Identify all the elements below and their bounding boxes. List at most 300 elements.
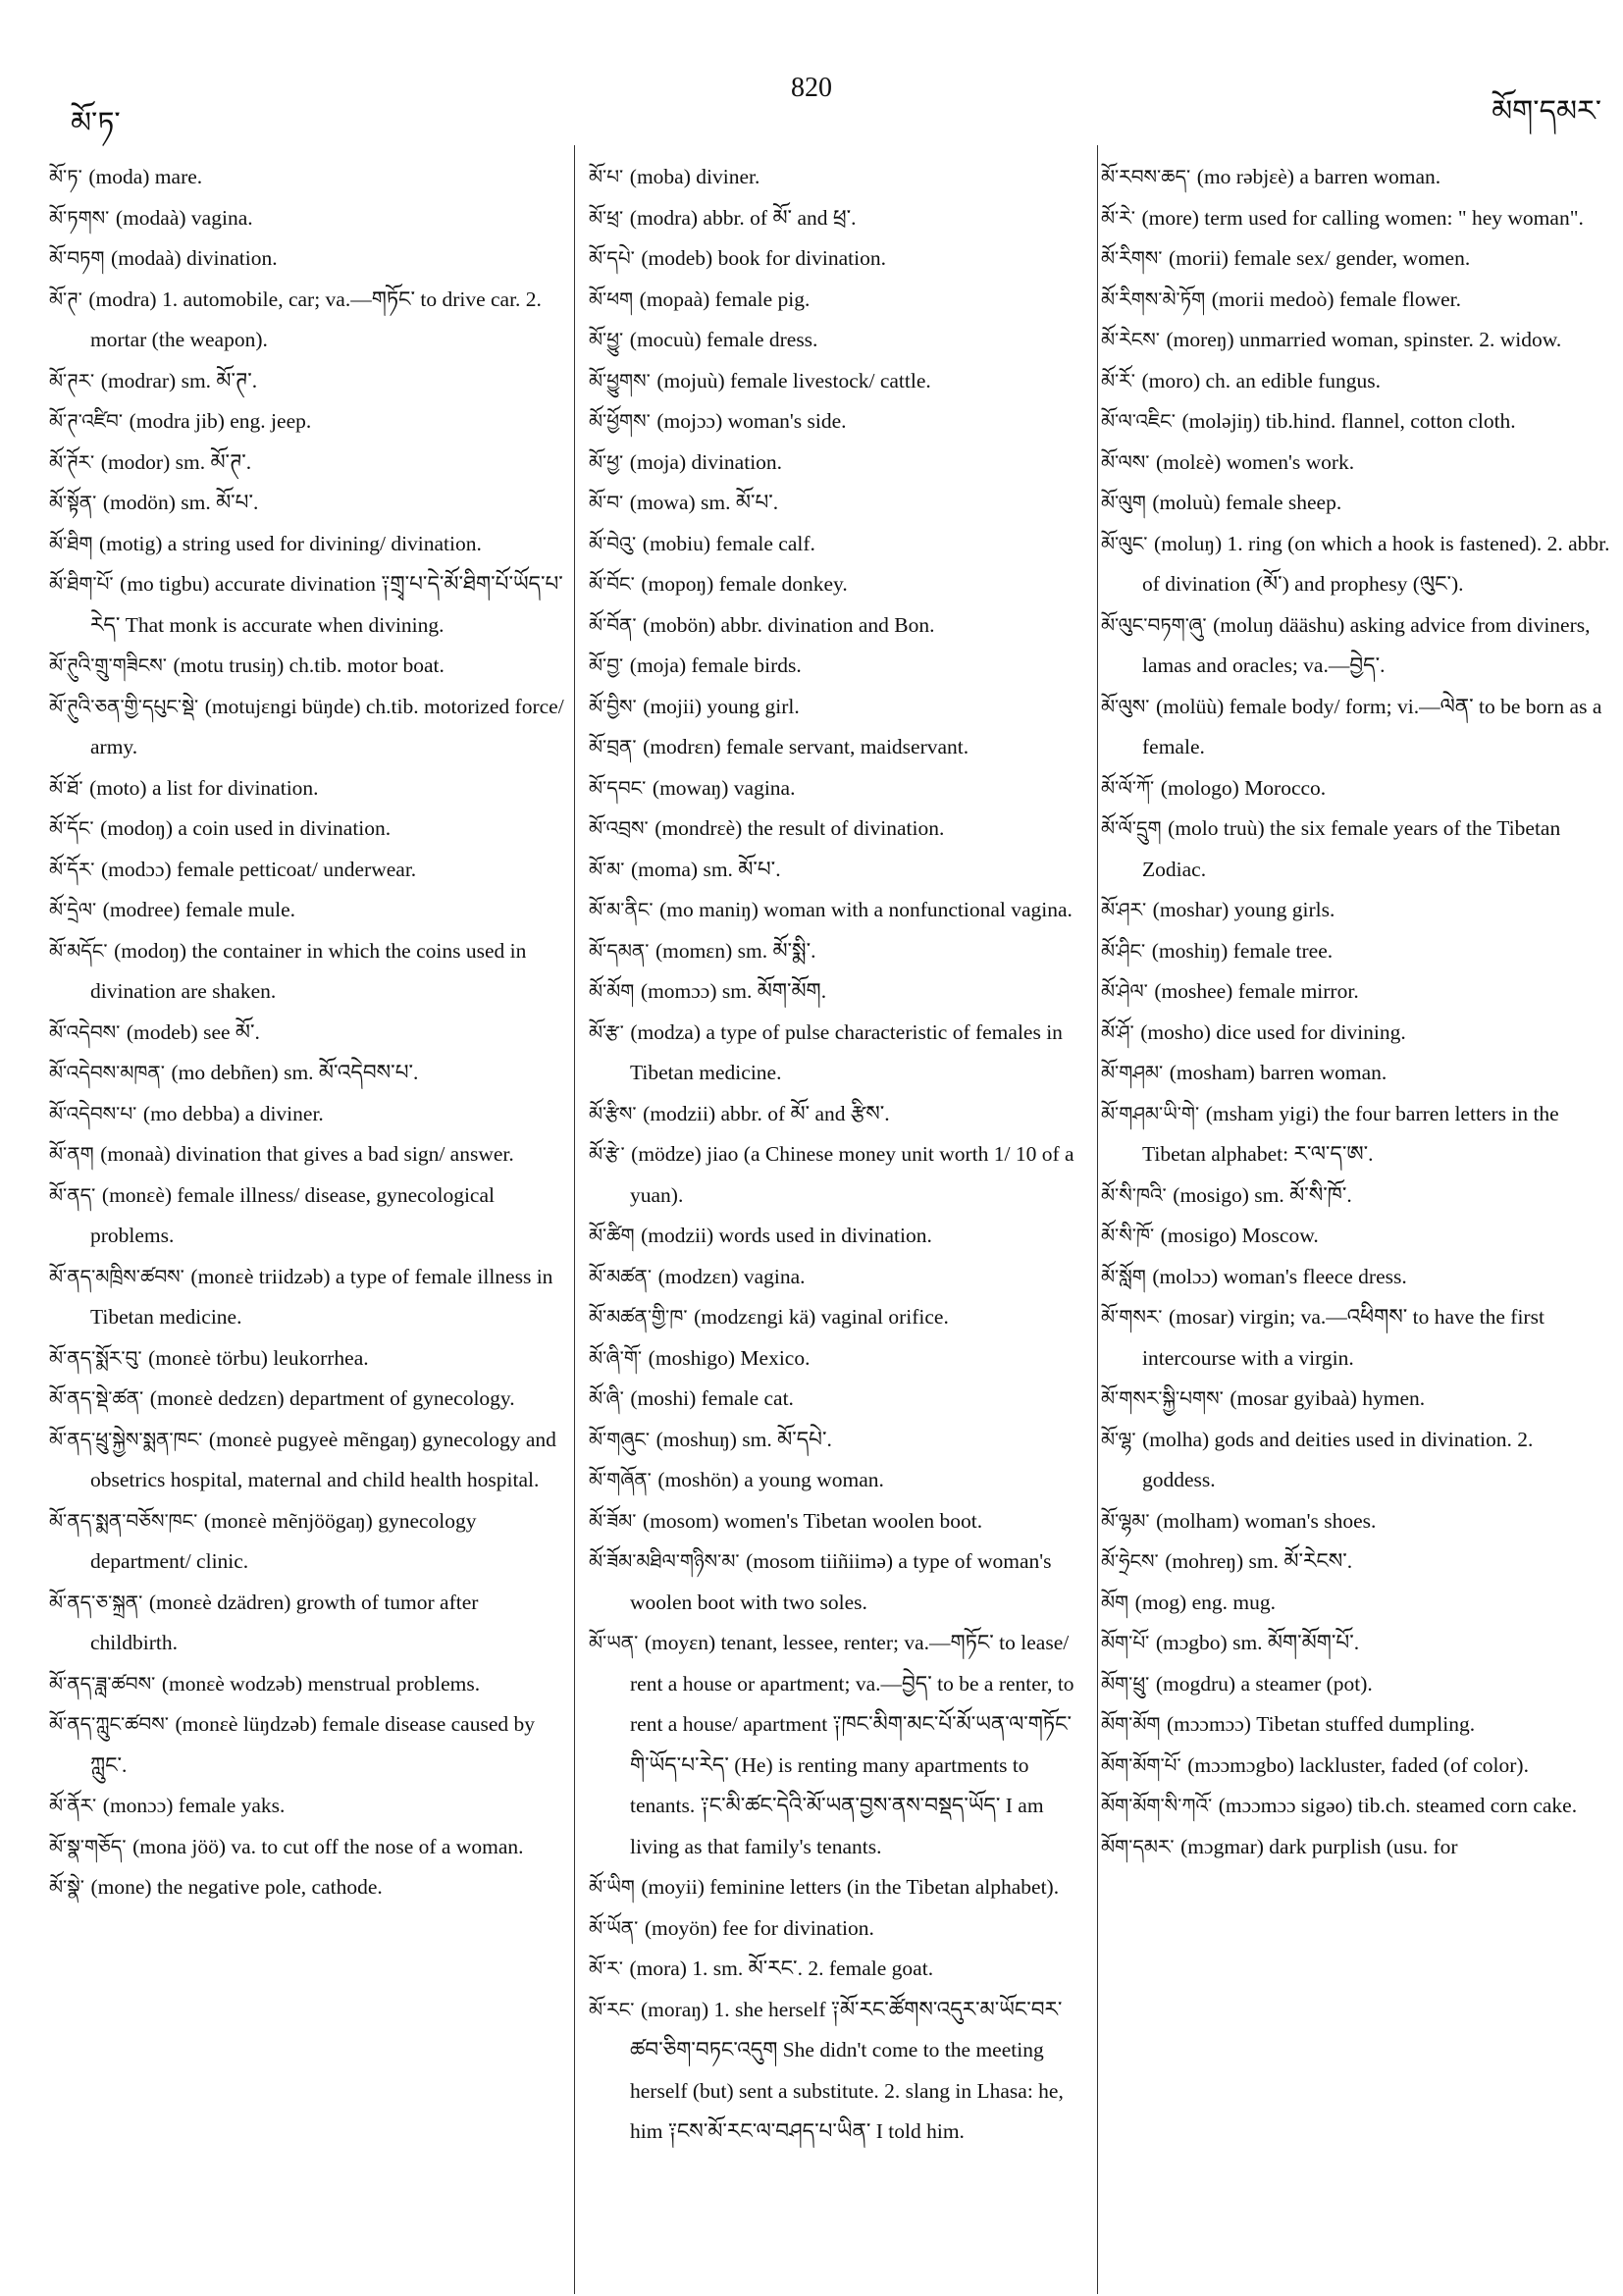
headword-tibetan: མོ་ཞི་ xyxy=(589,1386,624,1410)
definition-text: (mopaà) female pig. xyxy=(639,287,811,311)
headword-tibetan: མོ་སྣེ་ xyxy=(49,1875,84,1899)
definition-text: (moro) ch. an edible fungus. xyxy=(1141,368,1382,392)
dictionary-entry xyxy=(589,443,1077,484)
dictionary-entry xyxy=(589,1541,1077,1623)
definition-text: (moreŋ) unmarried woman, spinster. 2. widow. xyxy=(1166,328,1562,351)
headword-tibetan: མོ་གསར་སྐྱི་པགས་ xyxy=(1101,1386,1224,1410)
headword-tibetan: མོ་ཏ་ xyxy=(49,165,82,188)
dictionary-entry xyxy=(1101,768,1611,809)
page-number: 820 xyxy=(791,73,832,103)
headword-tibetan: མོ་ཡོན་ xyxy=(589,1915,639,1940)
definition-text: (mog) eng. mug. xyxy=(1134,1590,1276,1614)
definition-text: (mojii) young girl. xyxy=(643,694,800,718)
definition-text: (monɛè dzädren) growth of tumor after childbirth. xyxy=(90,1590,479,1654)
definition-text: (moyii) feminine letters (in the Tibetan alphabet). xyxy=(641,1875,1060,1899)
dictionary-entry xyxy=(1101,1664,1611,1705)
definition-text: (more) term used for calling women: " hey woman". xyxy=(1141,205,1584,230)
headword-tibetan: མོ་ལ་འཇིང་ xyxy=(1101,409,1176,433)
dictionary-entry xyxy=(1101,443,1611,484)
headword-tibetan: མོ་ཊུའི་གྲུ་གཟིངས་ xyxy=(49,653,167,677)
headword-tibetan: མོ་གཤམ་ xyxy=(1101,1061,1164,1084)
definition-text: (msham yigi) the four barren letters in the Tibetan alphabet: ར་ལ་ད་ཨ་. xyxy=(1142,1101,1559,1166)
headword-tibetan: མོ་མཚན་གྱི་ཁ་ xyxy=(589,1305,688,1329)
headword-tibetan: མོ་རྩེ་ xyxy=(589,1142,625,1166)
headword-tibetan: མོ་འདེབས་པ་ xyxy=(49,1101,137,1125)
headword-tibetan: མོ་ལུས་ xyxy=(1101,694,1150,718)
definition-text: (modaà) vagina. xyxy=(115,205,253,230)
definition-text: (motujɛngi büŋde) ch.tib. motorized force/ army. xyxy=(90,694,564,758)
definition-text: (mosigo) sm. མོ་སི་ཁོ་. xyxy=(1173,1182,1352,1207)
dictionary-entry xyxy=(49,564,569,646)
dictionary-entry xyxy=(1101,524,1611,605)
dictionary-entry xyxy=(1101,687,1611,768)
definition-text: (modoŋ) the container in which the coins used in divination are shaken. xyxy=(90,938,527,1003)
guide-word-left: མོ་ཏ་ xyxy=(71,106,121,140)
headword-tibetan: མོ་དྲེལ་ xyxy=(49,898,97,921)
column-divider xyxy=(574,145,575,2294)
headword-tibetan: མོ་ཕག xyxy=(589,287,634,311)
headword-tibetan: མོ་ཤོ་ xyxy=(1101,1019,1134,1044)
headword-tibetan: མོ་འདེབས་མཁན་ xyxy=(49,1061,165,1084)
headword-tibetan: མོ་ལུང་བཏག་ཞུ་ xyxy=(1101,612,1207,637)
definition-text: (modzɛn) vagina. xyxy=(657,1264,806,1288)
headword-tibetan: མོ་རོ་ xyxy=(1101,368,1135,392)
headword-tibetan: མོ་སི་ཁོ་ xyxy=(1101,1224,1155,1247)
dictionary-column-1 xyxy=(49,157,569,1908)
headword-tibetan: མོ་ཊུའི་ཅན་གྱི་དཔུང་སྡེ་ xyxy=(49,694,199,718)
dictionary-entry xyxy=(1101,238,1611,280)
headword-tibetan: མོ་ཤེལ་ xyxy=(1101,979,1148,1003)
definition-text: (modor) sm. མོ་ཊ་. xyxy=(100,449,252,474)
dictionary-entry xyxy=(1101,280,1611,321)
headword-tibetan: མོག་མོག་སི་ཀའོ་ xyxy=(1101,1794,1213,1817)
dictionary-entry xyxy=(49,524,569,565)
headword-tibetan: མོ་ཞི་གོ་ xyxy=(589,1345,643,1370)
definition-text: (mosigo) Moscow. xyxy=(1160,1224,1319,1247)
headword-tibetan: མོག་ཕྲུ་ xyxy=(1101,1671,1150,1696)
headword-tibetan: མོ་མོག xyxy=(589,979,635,1003)
definition-text: (modoŋ) a coin used in divination. xyxy=(100,816,392,840)
dictionary-entry xyxy=(589,1134,1077,1216)
headword-tibetan: མོ་རེ་ xyxy=(1101,205,1135,230)
definition-text: (moshi) female cat. xyxy=(630,1386,794,1410)
dictionary-entry xyxy=(589,198,1077,239)
dictionary-entry xyxy=(589,890,1077,931)
dictionary-entry xyxy=(49,931,569,1013)
definition-text: (moraŋ) 1. she herself ༑མོ་རང་ཚོགས་འདུར་མ་ཡོང་བར་ཚབ་ཅིག་བཏང་འདུག She didn't come to the meeting herself (but) sent a substitute. 2. slang in Lhasa: he, him ༑ངས་མོ་རང་ལ་བཤད་པ་ཡིན་ I told him. xyxy=(630,1997,1064,2143)
dictionary-entry xyxy=(589,971,1077,1013)
headword-tibetan: མོ་ནད་ཅ་སྐྲན་ xyxy=(49,1590,143,1614)
dictionary-entry xyxy=(589,850,1077,891)
definition-text: (molha) gods and deities used in divination. 2. goddess. xyxy=(1142,1427,1534,1491)
dictionary-entry xyxy=(589,1990,1077,2153)
definition-text: (moyön) fee for divination. xyxy=(644,1915,874,1940)
dictionary-entry xyxy=(49,1827,569,1868)
dictionary-entry xyxy=(589,564,1077,605)
dictionary-entry xyxy=(1101,401,1611,443)
definition-text: (morii) female sex/ gender, women. xyxy=(1169,246,1471,270)
definition-text: (moshön) a young woman. xyxy=(657,1468,884,1491)
definition-text: (modzii) words used in divination. xyxy=(641,1224,932,1247)
headword-tibetan: མོ་བེའུ་ xyxy=(589,531,637,555)
definition-text: (modra) 1. automobile, car; va.—གཏོང་ to drive car. 2. mortar (the weapon). xyxy=(88,287,542,351)
dictionary-entry xyxy=(589,1460,1077,1501)
definition-text: (mɔɔmɔɔ sigəo) tib.ch. steamed corn cake. xyxy=(1218,1794,1578,1817)
definition-text: (mosom tiiñiimə) a type of woman's woolen boot with two soles. xyxy=(630,1549,1052,1614)
definition-text: (modra) abbr. of མོ་ and ཕྲ་. xyxy=(629,205,857,230)
headword-tibetan: མོག་པོ་ xyxy=(1101,1631,1150,1654)
headword-tibetan: མོ་འབྲས་ xyxy=(589,816,649,840)
definition-text: (mowaŋ) vagina. xyxy=(652,775,796,800)
definition-text: (modeb) book for divination. xyxy=(641,246,886,270)
dictionary-entry xyxy=(589,809,1077,850)
dictionary-entry xyxy=(589,524,1077,565)
headword-tibetan: མོག་དམར་ xyxy=(1101,1834,1175,1858)
dictionary-entry xyxy=(49,646,569,687)
headword-tibetan: མོ་ལྷམ་ xyxy=(1101,1508,1150,1533)
definition-text: (modeb) see མོ་. xyxy=(126,1019,260,1044)
headword-tibetan: མོ་ཐོ་ xyxy=(49,775,83,800)
dictionary-entry xyxy=(589,1867,1077,1908)
dictionary-entry xyxy=(1101,1420,1611,1501)
headword-tibetan: མོ་བྲན་ xyxy=(589,735,637,758)
definition-text: (mɔɔmɔgbo) lackluster, faded (of color). xyxy=(1187,1752,1529,1777)
headword-tibetan: མོ་གཤམ་ཡི་གེ་ xyxy=(1101,1101,1200,1125)
definition-text: (molüù) female body/ form; vi.—ལེན་ to be born as a female. xyxy=(1142,694,1602,758)
definition-text: (moshigo) Mexico. xyxy=(648,1345,811,1370)
dictionary-entry xyxy=(1101,361,1611,402)
dictionary-entry xyxy=(49,890,569,931)
dictionary-entry xyxy=(589,1094,1077,1135)
definition-text: (moluù) female sheep. xyxy=(1152,491,1342,514)
dictionary-entry xyxy=(49,850,569,891)
definition-text: (morii medoò) female flower. xyxy=(1211,287,1462,311)
headword-tibetan: མོ་ཐིག xyxy=(49,531,93,555)
dictionary-entry xyxy=(49,1338,569,1380)
dictionary-entry xyxy=(589,280,1077,321)
headword-tibetan: མོ་བཏག xyxy=(49,246,105,270)
definition-text: (monɛè wodzəb) menstrual problems. xyxy=(161,1671,481,1696)
headword-tibetan: མོ་ཟོམ་ xyxy=(589,1508,637,1533)
definition-text: (mohreŋ) sm. མོ་རེངས་. xyxy=(1165,1549,1353,1573)
dictionary-entry xyxy=(589,768,1077,809)
headword-tibetan: མོ་དཔེ་ xyxy=(589,246,635,270)
headword-tibetan: མོ་ནད་སྨན་བཅོས་ཁང་ xyxy=(49,1508,198,1533)
dictionary-entry xyxy=(49,1134,569,1175)
dictionary-entry xyxy=(49,483,569,524)
definition-text: (monɛè lüŋdzəb) female disease caused by ཀླུང་. xyxy=(90,1712,535,1777)
definition-text: (mopoŋ) female donkey. xyxy=(641,572,848,596)
dictionary-entry xyxy=(1101,157,1611,198)
dictionary-entry xyxy=(589,1216,1077,1257)
dictionary-entry xyxy=(1101,605,1611,687)
dictionary-column-3 xyxy=(1101,157,1611,1867)
headword-tibetan: མོ་ཊ་འཛིབ་ xyxy=(49,409,124,433)
dictionary-entry xyxy=(1101,1827,1611,1868)
definition-text: (mocuù) female dress. xyxy=(629,328,818,351)
dictionary-entry xyxy=(1101,1379,1611,1420)
headword-tibetan: མོ་བོང་ xyxy=(589,572,635,596)
headword-tibetan: མོ་རེངས་ xyxy=(1101,328,1160,351)
dictionary-entry xyxy=(1101,809,1611,890)
dictionary-entry xyxy=(49,361,569,402)
definition-text: (mo debñen) sm. མོ་འདེབས་པ་. xyxy=(171,1061,419,1084)
definition-text: (mosham) barren woman. xyxy=(1169,1061,1387,1084)
dictionary-entry xyxy=(49,1867,569,1908)
dictionary-entry xyxy=(1101,931,1611,972)
dictionary-entry xyxy=(589,1013,1077,1094)
definition-text: (modrar) sm. མོ་ཊ་. xyxy=(100,368,258,392)
headword-tibetan: མོ་བོན་ xyxy=(589,612,637,637)
dictionary-entry xyxy=(1101,1053,1611,1094)
dictionary-entry xyxy=(589,605,1077,647)
dictionary-entry xyxy=(589,687,1077,728)
headword-tibetan: མོ་དབང་ xyxy=(589,775,647,800)
definition-text: (motig) a string used for divining/ divination. xyxy=(98,531,482,555)
dictionary-entry xyxy=(1101,198,1611,239)
definition-text: (mogdru) a steamer (pot). xyxy=(1155,1671,1373,1696)
headword-tibetan: མོ་མ་ xyxy=(589,857,625,881)
dictionary-entry xyxy=(589,1949,1077,1990)
definition-text: (mɔgbo) sm. མོག་མོག་པོ་. xyxy=(1155,1631,1360,1654)
dictionary-entry xyxy=(1101,1013,1611,1054)
definition-text: (momɛn) sm. མོ་སྨི་. xyxy=(654,938,816,963)
headword-tibetan: མོ་བ་ xyxy=(589,491,624,514)
headword-tibetan: མོ་ཊོར་ xyxy=(49,449,95,474)
dictionary-entry xyxy=(49,1664,569,1705)
definition-text: (moja) divination. xyxy=(629,449,783,474)
headword-tibetan: མོ་འདེབས་ xyxy=(49,1019,121,1044)
dictionary-entry xyxy=(589,1908,1077,1950)
definition-text: (momɔɔ) sm. མོག་མོག. xyxy=(640,979,827,1003)
dictionary-entry xyxy=(49,1501,569,1583)
dictionary-entry xyxy=(589,1623,1077,1867)
definition-text: (modzɛngi kä) vaginal orifice. xyxy=(694,1305,949,1329)
headword-tibetan: མོ་སི་ཁའི་ xyxy=(1101,1182,1167,1207)
definition-text: (moləjiŋ) tib.hind. flannel, cotton cloth. xyxy=(1181,409,1516,433)
dictionary-entry xyxy=(589,1297,1077,1338)
headword-tibetan: མོ་ནད་ཕྲུ་སྐྱེས་སྨན་ཁང་ xyxy=(49,1427,203,1451)
definition-text: (moda) mare. xyxy=(88,165,203,188)
headword-tibetan: མོ་ཚིག xyxy=(589,1224,635,1247)
dictionary-entry xyxy=(1101,483,1611,524)
dictionary-entry xyxy=(589,320,1077,361)
headword-tibetan: མོ་ལས་ xyxy=(1101,449,1150,474)
dictionary-entry xyxy=(589,157,1077,198)
dictionary-entry xyxy=(49,157,569,198)
dictionary-entry xyxy=(589,401,1077,443)
definition-text: (mone) the negative pole, cathode. xyxy=(90,1875,383,1899)
headword-tibetan: མོ་དམན་ xyxy=(589,938,650,963)
headword-tibetan: མོ་ཕྱ་ xyxy=(589,449,624,474)
headword-tibetan: མོ་གསར་ xyxy=(1101,1305,1163,1329)
headword-tibetan: མོ་མ་ནིང་ xyxy=(589,898,654,921)
dictionary-entry xyxy=(1101,1297,1611,1379)
dictionary-entry xyxy=(1101,1094,1611,1175)
headword-tibetan: མོ་ཏགས་ xyxy=(49,205,110,230)
headword-tibetan: མོ་མཚན་ xyxy=(589,1264,653,1288)
dictionary-entry xyxy=(49,1053,569,1094)
headword-tibetan: མོ་རིགས་ xyxy=(1101,246,1163,270)
headword-tibetan: མོ་ནད་ xyxy=(49,1182,96,1207)
headword-tibetan: མོ་རིགས་མེ་ཏོག xyxy=(1101,287,1206,311)
dictionary-entry xyxy=(589,483,1077,524)
definition-text: (modra jib) eng. jeep. xyxy=(129,409,312,433)
dictionary-entry xyxy=(49,1175,569,1257)
headword-tibetan: མོ་ནད་ཀླུང་ཚབས་ xyxy=(49,1712,169,1736)
dictionary-entry xyxy=(1101,1623,1611,1664)
definition-text: (monaà) divination that gives a bad sign/ answer. xyxy=(100,1142,514,1166)
dictionary-entry xyxy=(49,198,569,239)
definition-text: (monɛè triidzəb) a type of female illness in Tibetan medicine. xyxy=(90,1264,553,1329)
headword-tibetan: མོ་ནད་སྡེ་ཚན་ xyxy=(49,1386,144,1410)
definition-text: (molɔɔ) woman's fleece dress. xyxy=(1152,1264,1407,1288)
headword-tibetan: མོ་ཟོམ་མཐིལ་གཉིས་མ་ xyxy=(589,1549,740,1573)
definition-text: (mödze) jiao (a Chinese money unit worth 1/ 10 of a yuan). xyxy=(630,1142,1074,1207)
headword-tibetan: མོ་གཞུང་ xyxy=(589,1427,651,1451)
headword-tibetan: མོ་ཤིང་ xyxy=(1101,938,1146,963)
definition-text: (motu trusiŋ) ch.tib. motor boat. xyxy=(173,653,445,677)
headword-tibetan: མོ་ནག xyxy=(49,1142,94,1166)
dictionary-entry xyxy=(1101,1501,1611,1542)
definition-text: (monɔɔ) female yaks. xyxy=(102,1794,286,1817)
definition-text: (mo debba) a diviner. xyxy=(142,1101,324,1125)
dictionary-entry xyxy=(49,1013,569,1054)
definition-text: (mɔɔmɔɔ) Tibetan stuffed dumpling. xyxy=(1166,1712,1476,1736)
headword-tibetan: མོ་ལུག xyxy=(1101,491,1146,514)
definition-text: (mo maniŋ) woman with a nonfunctional vagina. xyxy=(659,898,1073,921)
dictionary-entry xyxy=(49,1257,569,1338)
headword-tibetan: མོ་པ་ xyxy=(589,165,624,188)
headword-tibetan: མོག་མོག xyxy=(1101,1712,1161,1736)
dictionary-entry xyxy=(49,280,569,361)
definition-text: (moshee) female mirror. xyxy=(1154,979,1359,1003)
definition-text: (mondrɛè) the result of divination. xyxy=(654,816,945,840)
definition-text: (mojɔɔ) woman's side. xyxy=(656,409,847,433)
dictionary-entry xyxy=(589,727,1077,768)
headword-tibetan: མོ་ཕྱུ་ xyxy=(589,328,624,351)
dictionary-entry xyxy=(49,1786,569,1827)
definition-text: (modön) sm. མོ་པ་. xyxy=(102,491,259,514)
headword-tibetan: མོ་རང་ xyxy=(589,1997,635,2021)
definition-text: (moja) female birds. xyxy=(629,653,802,677)
headword-tibetan: མོ་ལྷ་ xyxy=(1101,1427,1136,1451)
definition-text: (mɔgmar) dark purplish (usu. for xyxy=(1180,1834,1458,1858)
dictionary-entry xyxy=(49,401,569,443)
definition-text: (moyɛn) tenant, lessee, renter; va.—གཏོང་ to lease/ rent a house or apartment; va.—བྱེད་ to be a renter, to rent a house/ apartment ༑ཁང་མིག་མང་པོ་མོ་ཡན་ལ་གཏོང་གི་ཡོད་པ་རེད་ (He) is renting many apartments to tenants. ༑ང་མི་ཚང་དེའི་མོ་ཡན་བྱས་ནས་བསྡད་ཡོད་ I am living as that family's tenants. xyxy=(630,1631,1074,1858)
definition-text: (moto) a list for divination. xyxy=(89,775,319,800)
headword-tibetan: མོ་ལོ་ཀོ་ xyxy=(1101,775,1155,800)
dictionary-entry xyxy=(589,1420,1077,1461)
dictionary-entry xyxy=(49,1704,569,1786)
definition-text: (moluŋ dääshu) asking advice from diviners, lamas and oracles; va.—བྱེད་. xyxy=(1142,612,1591,677)
dictionary-entry xyxy=(1101,1257,1611,1298)
definition-text: (moma) sm. མོ་པ་. xyxy=(631,857,781,881)
headword-tibetan: མོ་བྱིས་ xyxy=(589,694,637,718)
dictionary-entry xyxy=(589,1379,1077,1420)
definition-text: (monɛè) female illness/ disease, gynecological problems. xyxy=(90,1182,495,1247)
headword-tibetan: མོ་བྱ་ xyxy=(589,653,624,677)
dictionary-entry xyxy=(49,768,569,809)
definition-text: (mobön) abbr. divination and Bon. xyxy=(643,612,935,637)
dictionary-entry xyxy=(1101,1175,1611,1217)
headword-tibetan: མོ་རྩིས་ xyxy=(589,1101,637,1125)
page-header xyxy=(0,59,1623,140)
dictionary-entry xyxy=(49,238,569,280)
dictionary-entry xyxy=(589,931,1077,972)
headword-tibetan: མོ་ཡན་ xyxy=(589,1631,639,1654)
headword-tibetan: མོ་ཊ་ xyxy=(49,287,82,311)
dictionary-entry xyxy=(49,1420,569,1501)
definition-text: (molo truù) the six female years of the Tibetan Zodiac. xyxy=(1142,816,1561,881)
definition-text: (modaà) divination. xyxy=(111,246,278,270)
dictionary-entry xyxy=(1101,1216,1611,1257)
dictionary-entry xyxy=(49,687,569,768)
dictionary-entry xyxy=(1101,1541,1611,1583)
dictionary-entry xyxy=(1101,890,1611,931)
headword-tibetan: མོག་མོག་པོ་ xyxy=(1101,1752,1181,1777)
headword-tibetan: མོ་སྣ་གཅོད་ xyxy=(49,1834,127,1858)
definition-text: (modza) a type of pulse characteristic of females in Tibetan medicine. xyxy=(630,1019,1063,1084)
definition-text: (moshuŋ) sm. མོ་དཔེ་. xyxy=(655,1427,832,1451)
dictionary-entry xyxy=(1101,1704,1611,1746)
definition-text: (mowa) sm. མོ་པ་. xyxy=(629,491,779,514)
headword-tibetan: མོ་ཕྱོགས་ xyxy=(589,409,651,433)
headword-tibetan: མོ་རབས་ཆད་ xyxy=(1101,165,1191,188)
dictionary-entry xyxy=(589,238,1077,280)
dictionary-entry xyxy=(1101,320,1611,361)
definition-text: (mosar gyibaà) hymen. xyxy=(1230,1386,1426,1410)
dictionary-entry xyxy=(49,1583,569,1664)
definition-text: (mologo) Morocco. xyxy=(1160,775,1327,800)
headword-tibetan: མོ་ལུང་ xyxy=(1101,531,1148,555)
headword-tibetan: མོ་ནད་སྨོར་བུ་ xyxy=(49,1345,142,1370)
guide-word-right: མོག་དམར་ xyxy=(1492,94,1601,129)
headword-tibetan: མོ་ཧྲེངས་ xyxy=(1101,1549,1159,1573)
headword-tibetan: མོ་སློག xyxy=(1101,1264,1146,1288)
dictionary-entry xyxy=(589,1501,1077,1542)
dictionary-entry xyxy=(49,443,569,484)
dictionary-entry xyxy=(1101,971,1611,1013)
headword-tibetan: མོ་སྟོན་ xyxy=(49,491,97,514)
headword-tibetan: མོ་གཞོན་ xyxy=(589,1468,652,1491)
definition-text: (modɔɔ) female petticoat/ underwear. xyxy=(101,857,417,881)
dictionary-entry xyxy=(49,1094,569,1135)
definition-text: (mora) 1. sm. མོ་རང་. 2. female goat. xyxy=(629,1957,934,1980)
headword-tibetan: མོ་ཐིག་པོ་ xyxy=(49,572,114,596)
headword-tibetan: མོ་རྩ་ xyxy=(589,1019,624,1044)
dictionary-entry xyxy=(1101,1746,1611,1787)
headword-tibetan: མོ་ནད་མཁྲིས་ཚབས་ xyxy=(49,1264,184,1288)
headword-tibetan: མོ་དོང་ xyxy=(49,816,94,840)
definition-text: (modrɛn) female servant, maidservant. xyxy=(643,735,969,758)
headword-tibetan: མོ་ནད་ཟླ་ཚབས་ xyxy=(49,1671,156,1696)
definition-text: (mosho) dice used for divining. xyxy=(1140,1019,1406,1044)
definition-text: (moba) diviner. xyxy=(629,165,760,188)
definition-text: (mojuù) female livestock/ cattle. xyxy=(656,368,931,392)
headword-tibetan: མོ་ཤར་ xyxy=(1101,898,1147,921)
definition-text: (mo tigbu) accurate divination ༑གྲྭ་པ་དེ་མོ་ཐིག་པོ་ཡོད་པ་རེད་ That monk is accurate when divining. xyxy=(90,572,563,637)
definition-text: (molham) woman's shoes. xyxy=(1156,1508,1377,1533)
definition-text: (mobiu) female calf. xyxy=(642,531,815,555)
headword-tibetan: མོ་ནོར་ xyxy=(49,1794,97,1817)
headword-tibetan: མོག xyxy=(1101,1590,1129,1614)
dictionary-entry xyxy=(1101,1786,1611,1827)
definition-text: (monɛè törbu) leukorrhea. xyxy=(148,1345,369,1370)
definition-text: (mosom) women's Tibetan woolen boot. xyxy=(643,1508,983,1533)
dictionary-column-2 xyxy=(589,157,1077,2153)
dictionary-entry xyxy=(1101,1583,1611,1624)
